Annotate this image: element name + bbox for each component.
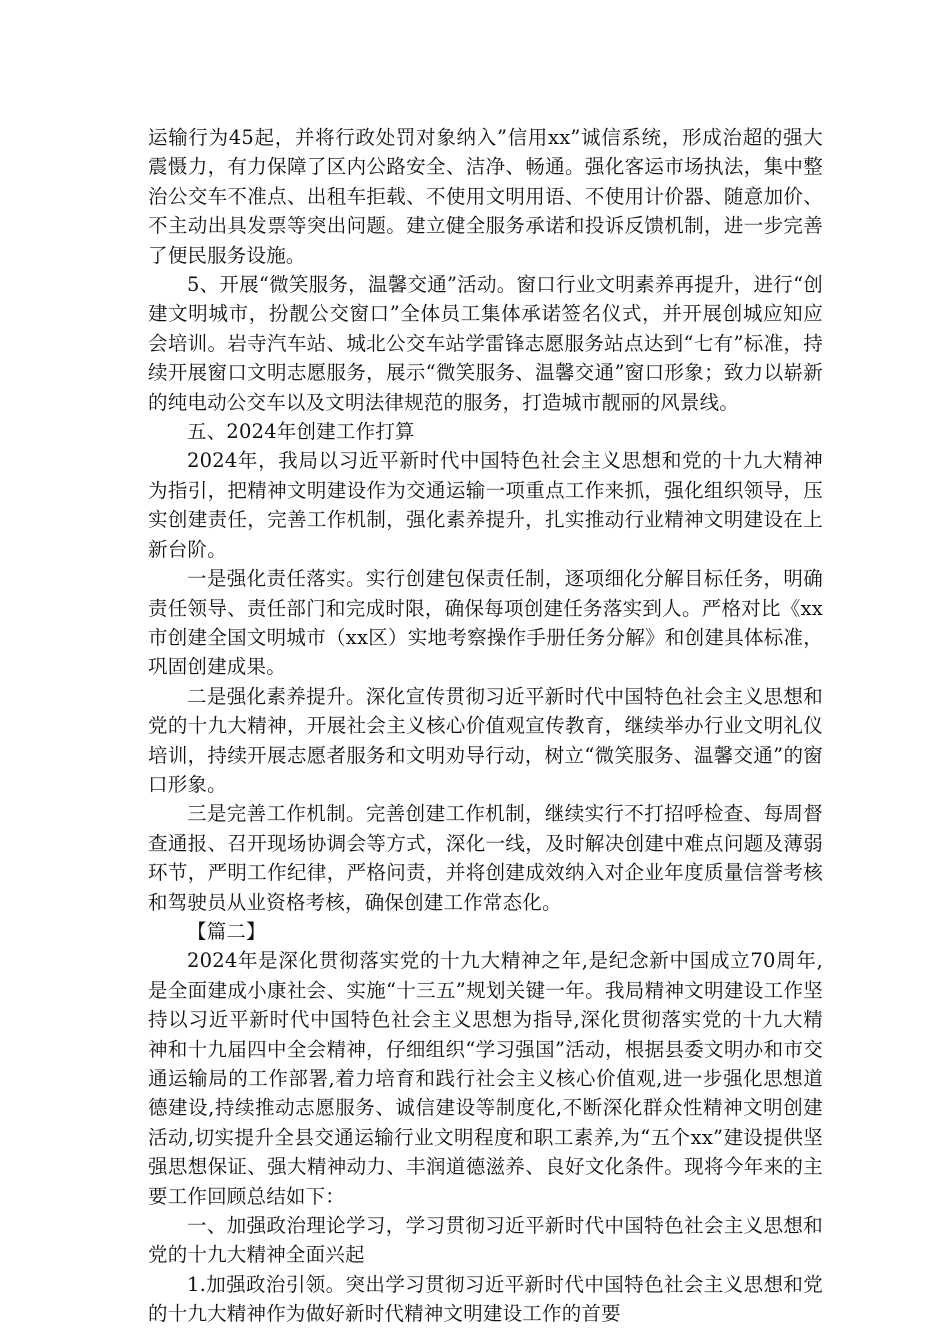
section-heading: 五、2024年创建工作打算 [187, 420, 415, 444]
part-heading: 【篇二】 [187, 919, 266, 943]
body-paragraph: 运输行为45起，并将行政处罚对象纳入”信用xx”诚信系统，形成治超的强大震慑力，有力保障了区内公路安全、洁净、畅通。强化客运市场执法，集中整治公交车不准点、出租车拒载、不使用文明用语、不使用计价器、随意加价、不主动出具发票等突出问题。建立健全服务承诺和投诉反馈机制，进一步完善了便民服务设施。 [148, 126, 823, 267]
section-heading: 一、加强政治理论学习，学习贯彻习近平新时代中国特色社会主义思想和党的十九大精神全面兴起 [148, 1214, 823, 1267]
body-paragraph: 二是强化素养提升。深化宣传贯彻习近平新时代中国特色社会主义思想和党的十九大精神，开展社会主义核心价值观宣传教育，继续举办行业文明礼仪培训，持续开展志愿者服务和文明劝导行动，树立“微笑服务、温馨交通”的窗口形象。 [148, 684, 823, 796]
body-paragraph: 三是完善工作机制。完善创建工作机制，继续实行不打招呼检查、每周督查通报、召开现场协调会等方式，深化一线，及时解决创建中难点问题及薄弱环节，严明工作纪律，严格问责，并将创建成效纳入对企业年度质量信誉考核和驾驶员从业资格考核，确保创建工作常态化。 [148, 802, 823, 914]
body-paragraph: 2024年，我局以习近平新时代中国特色社会主义思想和党的十九大精神为指引，把精神文明建设作为交通运输一项重点工作来抓，强化组织领导，压实创建责任，完善工作机制，强化素养提升，扎实推动行业精神文明建设在上新台阶。 [148, 449, 823, 561]
body-paragraph: 一是强化责任落实。实行创建包保责任制，逐项细化分解目标任务，明确责任领导、责任部门和完成时限，确保每项创建任务落实到人。严格对比《xx市创建全国文明城市（xx区）实地考察操作手册任务分解》和创建具体标准，巩固创建成果。 [148, 567, 823, 679]
body-paragraph: 5、开展“微笑服务，温馨交通”活动。窗口行业文明素养再提升，进行“创建文明城市，扮靓公交窗口”全体员工集体承诺签名仪式，并开展创城应知应会培训。岩寺汽车站、城北公交车站学雷锋志愿服务站点达到“七有”标准，持续开展窗口文明志愿服务，展示“微笑服务、温馨交通”窗口形象；致力以崭新的纯电动公交车以及文明法律规范的服务，打造城市靓丽的风景线。 [148, 273, 823, 414]
body-paragraph: 2024年是深化贯彻落实党的十九大精神之年,是纪念新中国成立70周年,是全面建成小康社会、实施“十三五”规划关键一年。我局精神文明建设工作坚持以习近平新时代中国特色社会主义思想为指导,深化贯彻落实党的十九大精神和十九届四中全会精神，仔细组织“学习强国”活动，根据县委文明办和市交通运输局的工作部署,着力培育和践行社会主义核心价值观,进一步强化思想道德建设,持续推动志愿服务、诚信建设等制度化,不断深化群众性精神文明创建活动,切实提升全县交通运输行业文明程度和职工素养,为“五个xx”建设提供坚强思想保证、强大精神动力、丰润道德滋养、良好文化条件。现将今年来的主要工作回顾总结如下： [148, 949, 823, 1208]
document-body [148, 123, 823, 1329]
body-paragraph: 1.加强政治引领。突出学习贯彻习近平新时代中国特色社会主义思想和党的十九大精神作为做好新时代精神文明建设工作的首要 [148, 1272, 823, 1326]
